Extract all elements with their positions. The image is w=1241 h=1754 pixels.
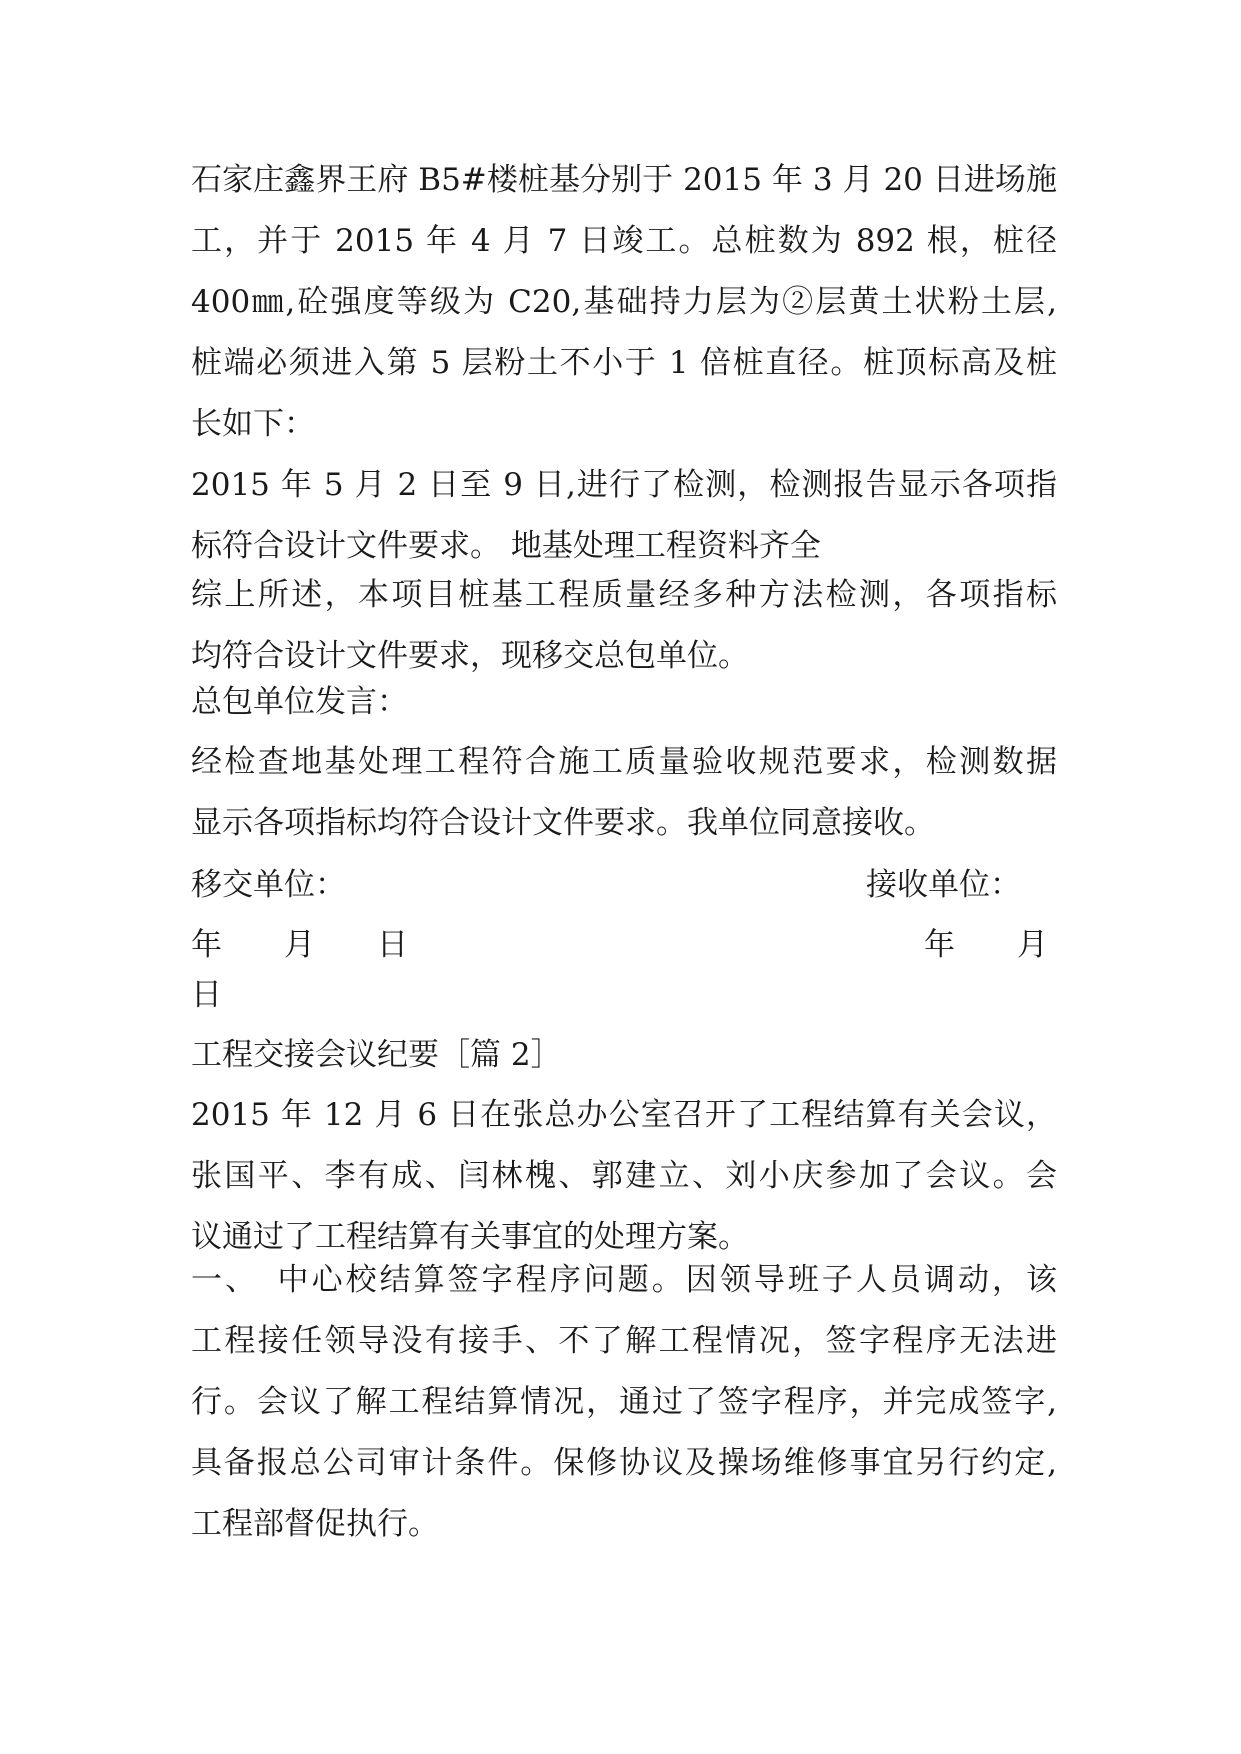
paragraph-inspection: [191, 455, 1057, 577]
section-title: [191, 1025, 1057, 1086]
paragraph-contractor-statement: [191, 732, 1057, 854]
text-line: 显示各项指标均符合设计文件要求。我单位同意接收。: [191, 805, 935, 841]
receive-unit-label: 接收单位：: [866, 867, 1021, 903]
text-line: 400㎜,砼强度等级为 C20,基础持力层为②层黄土状粉土层,: [191, 284, 1057, 320]
paragraph-summary: [191, 565, 1057, 687]
text-line: 标符合设计文件要求。 地基处理工程资料齐全: [191, 528, 821, 564]
text-line: 工程接任领导没有接手、不了解工程情况，签字程序无法进: [191, 1323, 1057, 1359]
text-line: 张国平、李有成、闫林槐、郭建立、刘小庆参加了会议。会: [191, 1158, 1057, 1194]
receive-date-day: 日: [191, 977, 222, 1013]
text-line: 一、 中心校结算签字程序问题。因领导班子人员调动，该: [191, 1262, 1057, 1298]
text-line: 桩端必须进入第 5 层粉土不小于 1 倍桩直径。桩顶标高及桩: [191, 345, 1057, 381]
text-line: 2015 年 12 月 6 日在张总办公室召开了工程结算有关会议，: [191, 1097, 1057, 1133]
paragraph-meeting-intro: [191, 1085, 1057, 1268]
paragraph-project-overview: [191, 150, 1057, 455]
text-line: 2015 年 5 月 2 日至 9 日,进行了检测，检测报告显示各项指: [191, 467, 1057, 503]
text-line: 议通过了工程结算有关事宜的处理方案。: [191, 1219, 749, 1255]
text-line: 经检查地基处理工程符合施工质量验收规范要求，检测数据: [191, 744, 1057, 780]
text-line: 石家庄鑫界王府 B5#楼桩基分别于 2015 年 3 月 20 日进场施: [191, 162, 1057, 198]
text-line: 综上所述，本项目桩基工程质量经多种方法检测，各项指标: [191, 577, 1057, 613]
receive-date: 年 月: [924, 927, 1048, 963]
receive-unit-label-box: [866, 855, 1021, 916]
text-line: 工程部督促执行。: [191, 1506, 439, 1542]
paragraph-contractor-heading: [191, 672, 1057, 733]
section-heading: 工程交接会议纪要［篇 2］: [191, 1037, 562, 1073]
text-line: 行。会议了解工程结算情况，通过了签字程序，并完成签字,: [191, 1384, 1057, 1420]
paragraph-item-one: [191, 1250, 1057, 1555]
transfer-unit-label: 移交单位：: [191, 867, 346, 903]
text-line: 长如下：: [191, 406, 315, 442]
text-line: 总包单位发言：: [191, 684, 408, 720]
text-line: 工，并于 2015 年 4 月 7 日竣工。总桩数为 892 根，桩径: [191, 223, 1057, 259]
transfer-date: 年 月 日: [191, 927, 408, 963]
text-line: 具备报总公司审计条件。保修协议及操场维修事宜另行约定,: [191, 1445, 1057, 1481]
receive-date-day-row: [191, 965, 1057, 1026]
text-line: 均符合设计文件要求，现移交总包单位。: [191, 638, 749, 674]
